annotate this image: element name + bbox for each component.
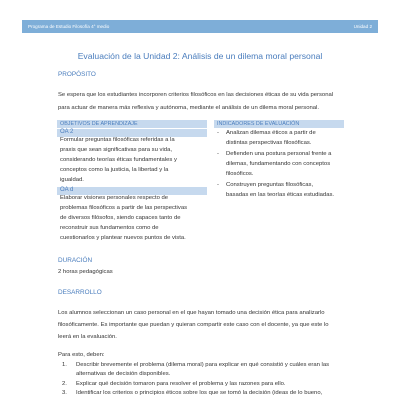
proposito-heading: PROPÓSITO (58, 71, 96, 78)
oa-code: OA d (60, 187, 74, 193)
indicator-line: dilemas, fundamentando con conceptos (226, 161, 331, 167)
step-line: Explicar qué decisión tomaron para resolver el problema y las razones para ello. (76, 381, 286, 387)
objectives-column (57, 120, 207, 252)
indicator-line: filosóficos. (226, 171, 254, 177)
oa-line: Elaborar visiones personales respecto de (60, 195, 169, 201)
page-title: Evaluación de la Unidad 2: Análisis de un dilema moral personal (77, 51, 323, 61)
proposito-line: para actuar de manera más reflexiva y autónoma, mediante el análisis de un dilema moral personal. (58, 104, 319, 111)
duracion-heading: DURACIÓN (58, 257, 93, 264)
step-line: Describir brevemente el problema (dilema moral) para explicar en qué consistió y cuáles eran las (76, 362, 330, 368)
oa-line: problemas filosóficos a partir de las perspectivas (60, 205, 188, 211)
indicator-line: basadas en las teorías éticas estudiadas. (226, 192, 335, 198)
duracion-text: 2 horas pedagógicas (58, 269, 113, 275)
oa-line: reconstruir sus fundamentos como de (60, 225, 159, 231)
oa-line: considerando teorías éticas fundamentales y (60, 157, 177, 163)
oa-line: igualdad. (60, 177, 84, 183)
oa-line: Formular preguntas filosóficas referidas a la (60, 137, 175, 143)
step-line: Identificar los criterios o principios éticos sobre los que se tomó la decisión (ideas de lo bueno, (76, 390, 323, 396)
indicator-line: distintas perspectivas filosóficas. (226, 140, 312, 146)
oa-line: cuestionarlos y plantear nuevos puntos de vista. (60, 235, 186, 241)
indicators-column (214, 120, 344, 252)
step-number: 1. (62, 362, 67, 368)
step-number: 2. (62, 381, 67, 387)
oa-code-cell (57, 187, 207, 195)
indicators-heading-cell (214, 120, 344, 128)
desarrollo-line: Los alumnos seleccionan un caso personal en el que hayan tomado una decisión ética para analizarlo (58, 310, 325, 316)
oa-line: conceptos como la justicia, la libertad y la (60, 167, 169, 173)
indicator-line: Analizan dilemas éticos a partir de (226, 130, 316, 136)
indicator-line: Defienden una postura personal frente a (226, 151, 332, 157)
objectives-table (57, 120, 344, 252)
desarrollo-intro: Para esto, deben: (58, 352, 105, 358)
header-unit-label: Unidad 2 (353, 24, 372, 29)
objectives-heading: OBJETIVOS DE APRENDIZAJE (60, 121, 138, 127)
step-line: alternativas de decisión disponibles. (76, 371, 171, 377)
step-number: 3. (62, 390, 67, 396)
desarrollo-line: leerá en la evaluación. (58, 334, 117, 340)
bullet-dash: - (217, 151, 219, 157)
indicators-heading: INDICADORES DE EVALUACIÓN (217, 121, 300, 127)
desarrollo-line: filosóficamente. Es importante que puedan y quieran compartir este caso con el docente, ya que este lo (58, 322, 329, 328)
proposito-text (58, 89, 333, 114)
header-bar (22, 20, 378, 33)
bullet-dash: - (217, 130, 219, 136)
desarrollo-heading: DESARROLLO (58, 289, 102, 296)
oa-line: praxis que sean significativas para su vida, (60, 147, 172, 153)
objectives-heading-cell (57, 120, 207, 128)
oa-code: OA 2 (60, 129, 74, 135)
bullet-dash: - (217, 182, 219, 188)
oa-code-cell (57, 129, 207, 137)
oa-line: de diversos filósofos, siendo capaces tanto de (60, 215, 181, 221)
proposito-line: Se espera que los estudiantes incorporen criterios filosóficos en las decisiones éticas de su vida personal (58, 92, 334, 98)
indicator-line: Construyen preguntas filosóficas, (226, 182, 314, 188)
header-program-label: Programa de Estudio Filosofía 4° medio (28, 24, 110, 29)
